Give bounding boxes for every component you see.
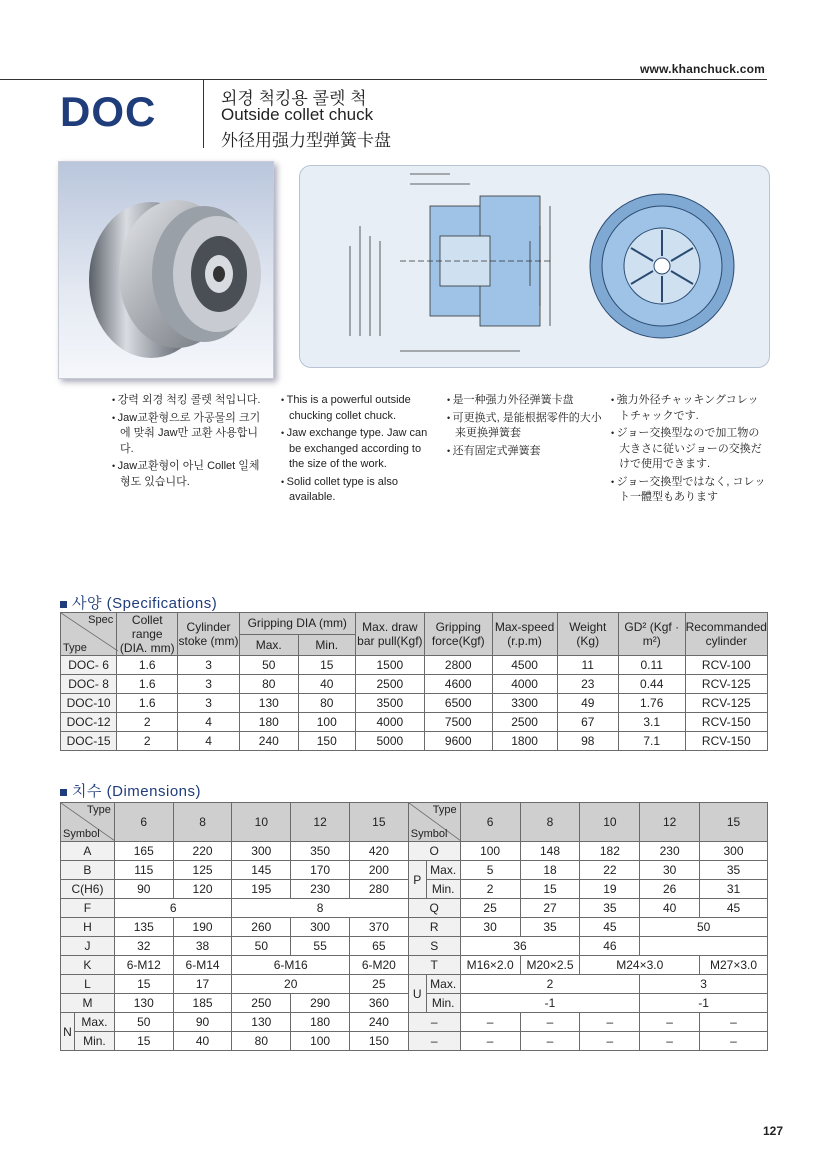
symbol-r: R [408, 918, 460, 937]
cell: – [640, 1032, 700, 1051]
description-japanese [611, 393, 769, 508]
size-header-12: 12 [291, 803, 350, 842]
dash-symbol: – [408, 1032, 460, 1051]
size-header-10: 10 [232, 803, 291, 842]
cell: 250 [232, 994, 291, 1013]
spec-cell: 2 [117, 713, 178, 732]
spec-cell: 130 [239, 694, 298, 713]
spec-cell: 50 [239, 656, 298, 675]
type-label: Type [87, 804, 111, 816]
cell: 182 [580, 842, 640, 861]
product-photo [58, 161, 274, 379]
dims-row [61, 842, 768, 861]
cell: 230 [640, 842, 700, 861]
spec-cell: 2500 [492, 713, 557, 732]
spec-type-header [61, 613, 117, 656]
cell: 350 [291, 842, 350, 861]
cell: 145 [232, 861, 291, 880]
cell: -1 [460, 994, 640, 1013]
dims-left-type-symbol-header [61, 803, 115, 842]
spec-row [61, 656, 768, 675]
page-number: 127 [762, 1124, 783, 1138]
cell: 360 [349, 994, 408, 1013]
gripping-force-header: Gripping force(Kgf) [424, 613, 492, 656]
desc-zh-2: • 可更换式, 是能根据零件的大小来更换弹簧套 [447, 411, 602, 442]
spec-cell: 1.6 [117, 675, 178, 694]
symbol-u: U [408, 975, 426, 1013]
size-header-12: 12 [640, 803, 700, 842]
dims-right-type-symbol-header [408, 803, 460, 842]
cell: 290 [291, 994, 350, 1013]
symbol-j: J [61, 937, 115, 956]
cell: 22 [580, 861, 640, 880]
spec-row [61, 732, 768, 751]
cell: 165 [114, 842, 173, 861]
symbol-b: B [61, 861, 115, 880]
cell: 300 [700, 842, 768, 861]
cell: 6-M20 [349, 956, 408, 975]
spec-cell: RCV-125 [685, 694, 767, 713]
cell: 240 [349, 1013, 408, 1032]
spec-cell: 3.1 [618, 713, 685, 732]
cylinder-stroke-header: Cylinder stoke (mm) [178, 613, 239, 656]
cell: 180 [291, 1013, 350, 1032]
spec-cell: 180 [239, 713, 298, 732]
cell: 135 [114, 918, 173, 937]
symbol-o: O [408, 842, 460, 861]
bullet-square-icon [60, 789, 67, 796]
cell: 55 [291, 937, 350, 956]
spec-cell: 6500 [424, 694, 492, 713]
header-rule [0, 79, 767, 80]
cell: 185 [173, 994, 232, 1013]
spec-cell: 0.11 [618, 656, 685, 675]
cell: 40 [173, 1032, 232, 1051]
spec-cell: 7500 [424, 713, 492, 732]
cell: 30 [640, 861, 700, 880]
cell: 115 [114, 861, 173, 880]
cell: 130 [232, 1013, 291, 1032]
bullet-square-icon [60, 601, 67, 608]
cell: M16×2.0 [460, 956, 520, 975]
cell: 280 [349, 880, 408, 899]
cell: 15 [114, 1032, 173, 1051]
desc-zh-3: • 还有固定式弹簧套 [447, 444, 602, 460]
cell: 6 [114, 899, 232, 918]
cell: 50 [232, 937, 291, 956]
cell: 45 [580, 918, 640, 937]
cell: 17 [173, 975, 232, 994]
cell: 40 [640, 899, 700, 918]
cell: 2 [460, 880, 520, 899]
symbol-c: C(H6) [61, 880, 115, 899]
cell: 260 [232, 918, 291, 937]
spec-row [61, 713, 768, 732]
symbol-h: H [61, 918, 115, 937]
cell: 420 [349, 842, 408, 861]
size-header-15: 15 [349, 803, 408, 842]
spec-cell: 3 [178, 694, 239, 713]
spec-cell: RCV-150 [685, 713, 767, 732]
cell: 20 [232, 975, 350, 994]
spec-type-cell: DOC- 6 [61, 656, 117, 675]
cell: M24×3.0 [580, 956, 700, 975]
cell: 25 [460, 899, 520, 918]
spec-cell: 80 [298, 694, 355, 713]
spec-cell: 4500 [492, 656, 557, 675]
u-max-label: Max. [426, 975, 460, 994]
spec-cell: 4000 [355, 713, 424, 732]
type-label: Type [432, 804, 457, 816]
cell: 370 [349, 918, 408, 937]
cell: 36 [460, 937, 580, 956]
symbol-m: M [61, 994, 115, 1013]
title-english: Outside collet chuck [221, 105, 374, 124]
cell: 220 [173, 842, 232, 861]
desc-ja-1: • 強力外径チャッキングコレットチャックです. [611, 393, 769, 424]
cell: – [520, 1013, 580, 1032]
cell: – [700, 1013, 768, 1032]
spec-cell: 7.1 [618, 732, 685, 751]
weight-header: Weight (Kg) [557, 613, 618, 656]
cell: 170 [291, 861, 350, 880]
symbol-k: K [61, 956, 115, 975]
cell: 38 [173, 937, 232, 956]
cell: 30 [460, 918, 520, 937]
spec-cell: 11 [557, 656, 618, 675]
dimensions-heading [60, 780, 201, 801]
recommended-cylinder-header: Recommanded cylinder [685, 613, 767, 656]
cell: 300 [232, 842, 291, 861]
cell: – [520, 1032, 580, 1051]
spec-cell: 1.6 [117, 694, 178, 713]
gd2-header: GD² (Kgf · m²) [618, 613, 685, 656]
cell: 15 [520, 880, 580, 899]
cell: 148 [520, 842, 580, 861]
spec-cell: RCV-125 [685, 675, 767, 694]
desc-en-2: • Jaw exchange type. Jaw can be exchanged according to the size of the work. [281, 426, 439, 473]
spec-type-cell: DOC-12 [61, 713, 117, 732]
cell: 190 [173, 918, 232, 937]
cell: M27×3.0 [700, 956, 768, 975]
size-header-8: 8 [173, 803, 232, 842]
specifications-table [60, 612, 768, 751]
cell: 65 [349, 937, 408, 956]
symbol-f: F [61, 899, 115, 918]
cell: -1 [640, 994, 768, 1013]
cell: 120 [173, 880, 232, 899]
spec-type-cell: DOC-10 [61, 694, 117, 713]
spec-row [61, 675, 768, 694]
cell: 27 [520, 899, 580, 918]
symbol-s: S [408, 937, 460, 956]
spec-cell: 100 [298, 713, 355, 732]
cell: 18 [520, 861, 580, 880]
size-header-10: 10 [580, 803, 640, 842]
desc-ja-2: • ジョー交換型なので加工物の大きさに従いジョーの交換だけで使用できます. [611, 426, 769, 473]
size-header-15: 15 [700, 803, 768, 842]
cell: 35 [580, 899, 640, 918]
specifications-heading [60, 592, 217, 613]
cell: 90 [114, 880, 173, 899]
spec-cell: 0.44 [618, 675, 685, 694]
desc-ko-2: • Jaw교환형으로 가공물의 크기에 맞춰 Jaw만 교환 사용합니다. [112, 411, 270, 458]
spec-cell: RCV-100 [685, 656, 767, 675]
cell: 31 [700, 880, 768, 899]
description-english [281, 393, 439, 508]
cell: 35 [700, 861, 768, 880]
description-korean [112, 393, 270, 492]
desc-ja-3: • ジョー交換型ではなく, コレット一體型もあります [611, 475, 769, 506]
cell: 2 [460, 975, 640, 994]
cell: 195 [232, 880, 291, 899]
spec-cell: 1500 [355, 656, 424, 675]
spec-cell: 5000 [355, 732, 424, 751]
dims-row [61, 1013, 768, 1032]
cell: 50 [640, 918, 768, 937]
cell: 200 [349, 861, 408, 880]
spec-cell: RCV-150 [685, 732, 767, 751]
spec-cell: 2 [117, 732, 178, 751]
spec-cell: 15 [298, 656, 355, 675]
spec-row [61, 694, 768, 713]
dimensions-heading-text: 치수 (Dimensions) [72, 783, 201, 800]
spec-cell: 1.76 [618, 694, 685, 713]
gripping-dia-header: Gripping DIA (mm) [239, 613, 355, 635]
cell: 35 [520, 918, 580, 937]
gripping-max-header: Max. [239, 634, 298, 656]
spec-type-cell: DOC-15 [61, 732, 117, 751]
cell: 6-M12 [114, 956, 173, 975]
technical-drawing [299, 165, 770, 368]
dims-row [61, 975, 768, 994]
cell: 90 [173, 1013, 232, 1032]
cell: 5 [460, 861, 520, 880]
cell: 46 [580, 937, 640, 956]
dims-row [61, 956, 768, 975]
cell [640, 937, 768, 956]
cell: 230 [291, 880, 350, 899]
spec-cell: 2800 [424, 656, 492, 675]
dims-row [61, 937, 768, 956]
symbol-q: Q [408, 899, 460, 918]
specifications-heading-text: 사양 (Specifications) [72, 595, 218, 612]
spec-cell: 67 [557, 713, 618, 732]
description-chinese [447, 393, 602, 461]
n-min-label: Min. [74, 1032, 114, 1051]
spec-cell: 2500 [355, 675, 424, 694]
cell: 25 [349, 975, 408, 994]
dims-row [61, 918, 768, 937]
desc-en-3: • Solid collet type is also available. [281, 475, 439, 506]
cell: – [580, 1013, 640, 1032]
draw-bar-header: Max. draw bar pull(Kgf) [355, 613, 424, 656]
desc-en-1: • This is a powerful outside chucking collet chuck. [281, 393, 439, 424]
cell: 150 [349, 1032, 408, 1051]
dash-symbol: – [408, 1013, 460, 1032]
spec-cell: 9600 [424, 732, 492, 751]
symbol-n: N [61, 1013, 75, 1051]
dims-row [61, 899, 768, 918]
spec-cell: 3500 [355, 694, 424, 713]
size-header-8: 8 [520, 803, 580, 842]
n-max-label: Max. [74, 1013, 114, 1032]
cell: 6-M14 [173, 956, 232, 975]
dims-row [61, 861, 768, 880]
cell: 6-M16 [232, 956, 350, 975]
gripping-min-header: Min. [298, 634, 355, 656]
size-header-6: 6 [460, 803, 520, 842]
spec-cell: 40 [298, 675, 355, 694]
symbol-a: A [61, 842, 115, 861]
symbol-l: L [61, 975, 115, 994]
spec-cell: 23 [557, 675, 618, 694]
spec-type-cell: DOC- 8 [61, 675, 117, 694]
spec-cell: 3 [178, 675, 239, 694]
dims-row [61, 1032, 768, 1051]
cell: 45 [700, 899, 768, 918]
spec-cell: 80 [239, 675, 298, 694]
spec-cell: 4000 [492, 675, 557, 694]
p-min-label: Min. [426, 880, 460, 899]
cell: – [640, 1013, 700, 1032]
title-divider [203, 80, 204, 148]
p-max-label: Max. [426, 861, 460, 880]
max-speed-header: Max-speed (r.p.m) [492, 613, 557, 656]
cell: – [460, 1032, 520, 1051]
symbol-label: Symbol [63, 828, 100, 840]
cell: 125 [173, 861, 232, 880]
cell: 300 [291, 918, 350, 937]
cell: 19 [580, 880, 640, 899]
symbol-label: Symbol [410, 828, 448, 840]
cell: 15 [114, 975, 173, 994]
symbol-p: P [408, 861, 426, 899]
spec-cell: 1.6 [117, 656, 178, 675]
desc-ko-3: • Jaw교환형이 아닌 Collet 일체형도 있습니다. [112, 459, 270, 490]
cell: 100 [460, 842, 520, 861]
cell: 80 [232, 1032, 291, 1051]
cell: M20×2.5 [520, 956, 580, 975]
cell: 3 [640, 975, 768, 994]
cell: 8 [232, 899, 408, 918]
cell: – [580, 1032, 640, 1051]
spec-cell: 4 [178, 713, 239, 732]
size-header-6: 6 [114, 803, 173, 842]
u-min-label: Min. [426, 994, 460, 1013]
spec-cell: 1800 [492, 732, 557, 751]
cell: 50 [114, 1013, 173, 1032]
symbol-t: T [408, 956, 460, 975]
title-chinese: 外径用强力型弹簧卡盘 [221, 131, 391, 150]
spec-cell: 3300 [492, 694, 557, 713]
cell: – [460, 1013, 520, 1032]
collet-range-header: Collet range (DIA. mm) [117, 613, 178, 656]
dimensions-table [60, 802, 768, 1051]
cell: 32 [114, 937, 173, 956]
cell: 130 [114, 994, 173, 1013]
spec-cell: 150 [298, 732, 355, 751]
desc-ko-1: • 강력 외경 척킹 콜렛 척입니다. [112, 393, 270, 409]
spec-cell: 49 [557, 694, 618, 713]
spec-cell: 240 [239, 732, 298, 751]
cell: 26 [640, 880, 700, 899]
desc-zh-1: • 是一种强力外径弹簧卡盘 [447, 393, 602, 409]
spec-cell: 4 [178, 732, 239, 751]
website-url: www.khanchuck.com [640, 62, 765, 76]
spec-cell: 98 [557, 732, 618, 751]
cell: 100 [291, 1032, 350, 1051]
spec-label: Spec [88, 614, 114, 626]
type-label: Type [63, 642, 87, 654]
product-code: DOC [60, 88, 157, 135]
cell: – [700, 1032, 768, 1051]
spec-cell: 3 [178, 656, 239, 675]
spec-cell: 4600 [424, 675, 492, 694]
title-korean: 외경 척킹용 콜렛 척 [221, 89, 367, 108]
